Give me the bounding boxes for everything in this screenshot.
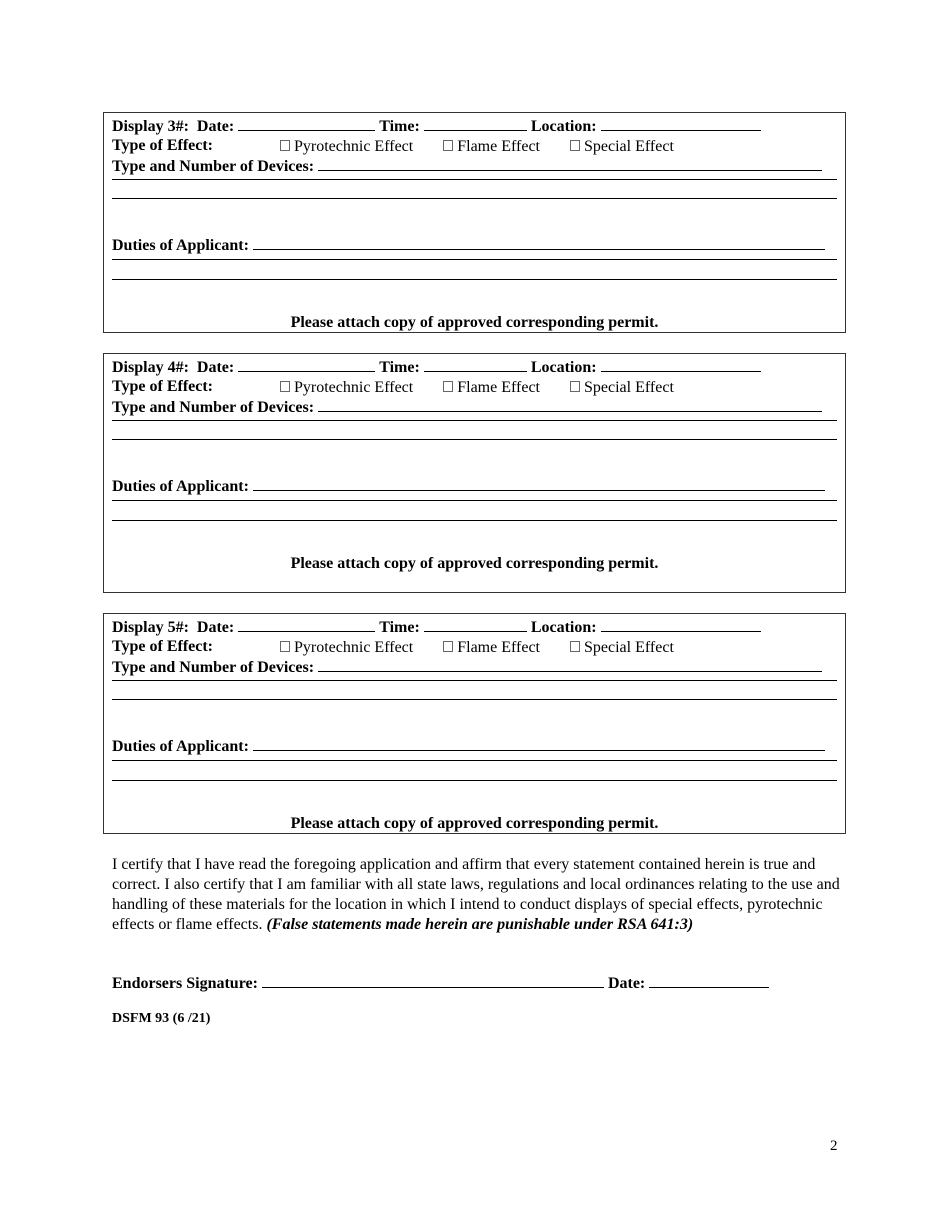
- signature-field[interactable]: [262, 973, 604, 988]
- pyrotechnic-checkbox[interactable]: [280, 381, 290, 392]
- devices-label: Type and Number of Devices:: [112, 399, 315, 416]
- location-label: Location:: [530, 359, 597, 376]
- special-checkbox[interactable]: [570, 641, 580, 652]
- display-3-label: Display 3#:: [112, 118, 189, 135]
- display-5-effect-options: [280, 638, 700, 658]
- devices-line-2[interactable]: [112, 439, 837, 440]
- display-3-section: [103, 112, 846, 333]
- display-3-devices-row: [112, 156, 822, 177]
- signature-label: Endorsers Signature:: [112, 975, 258, 992]
- pyrotechnic-checkbox[interactable]: [280, 140, 290, 151]
- flame-checkbox[interactable]: [443, 381, 453, 392]
- display-4-time-field[interactable]: [424, 357, 527, 372]
- permit-note: Please attach copy of approved corresponding permit.: [290, 555, 659, 572]
- time-label: Time:: [379, 619, 420, 636]
- devices-line-1[interactable]: [112, 420, 837, 421]
- display-4-devices-field[interactable]: [318, 397, 822, 412]
- display-3-devices-field[interactable]: [318, 156, 822, 171]
- display-4-effect-options: [280, 378, 700, 398]
- display-4-location-field[interactable]: [601, 357, 761, 372]
- permit-note: Please attach copy of approved corresponding permit.: [290, 314, 659, 331]
- display-3-duties-field[interactable]: [253, 235, 825, 250]
- special-checkbox[interactable]: [570, 140, 580, 151]
- pyrotechnic-checkbox[interactable]: [280, 641, 290, 652]
- permit-note: Please attach copy of approved corresponding permit.: [290, 815, 659, 832]
- devices-line-1[interactable]: [112, 179, 837, 180]
- flame-label: Flame Effect: [457, 138, 540, 155]
- type-of-effect-label: Type of Effect:: [112, 137, 213, 154]
- duties-line-1[interactable]: [112, 500, 837, 501]
- location-label: Location:: [530, 619, 597, 636]
- location-label: Location:: [530, 118, 597, 135]
- display-3-effect-options: [280, 137, 700, 157]
- devices-line-1[interactable]: [112, 680, 837, 681]
- signature-row: [112, 973, 769, 994]
- pyrotechnic-label: Pyrotechnic Effect: [294, 379, 414, 396]
- display-4-label: Display 4#:: [112, 359, 189, 376]
- display-3-header-row: [112, 116, 761, 137]
- display-4-section: [103, 353, 846, 593]
- time-label: Time:: [379, 359, 420, 376]
- duties-line-2[interactable]: [112, 780, 837, 781]
- duties-line-1[interactable]: [112, 760, 837, 761]
- devices-line-2[interactable]: [112, 699, 837, 700]
- duties-label: Duties of Applicant:: [112, 738, 249, 755]
- pyrotechnic-label: Pyrotechnic Effect: [294, 138, 414, 155]
- devices-label: Type and Number of Devices:: [112, 659, 315, 676]
- flame-label: Flame Effect: [457, 639, 540, 656]
- display-4-header-row: [112, 357, 761, 378]
- date-label: Date:: [196, 359, 235, 376]
- devices-label: Type and Number of Devices:: [112, 158, 315, 175]
- certification-statement: [112, 855, 842, 935]
- flame-checkbox[interactable]: [443, 641, 453, 652]
- display-3-location-field[interactable]: [601, 116, 761, 131]
- display-3-duties-row: [112, 235, 825, 256]
- display-4-duties-row: [112, 476, 825, 497]
- display-5-devices-field[interactable]: [318, 657, 822, 672]
- duties-line-2[interactable]: [112, 279, 837, 280]
- special-checkbox[interactable]: [570, 381, 580, 392]
- display-4-date-field[interactable]: [238, 357, 375, 372]
- display-5-duties-row: [112, 736, 825, 757]
- display-5-date-field[interactable]: [238, 617, 375, 632]
- duties-label: Duties of Applicant:: [112, 237, 249, 254]
- flame-checkbox[interactable]: [443, 140, 453, 151]
- page-number: 2: [830, 1138, 838, 1154]
- display-4-devices-row: [112, 397, 822, 418]
- special-label: Special Effect: [584, 379, 674, 396]
- display-5-devices-row: [112, 657, 822, 678]
- display-5-duties-field[interactable]: [253, 736, 825, 751]
- signature-date-label: Date:: [607, 975, 646, 992]
- display-5-header-row: [112, 617, 761, 638]
- special-label: Special Effect: [584, 639, 674, 656]
- special-label: Special Effect: [584, 138, 674, 155]
- devices-line-2[interactable]: [112, 198, 837, 199]
- type-of-effect-label: Type of Effect:: [112, 638, 213, 655]
- duties-label: Duties of Applicant:: [112, 478, 249, 495]
- display-5-section: [103, 613, 846, 834]
- flame-label: Flame Effect: [457, 379, 540, 396]
- display-5-location-field[interactable]: [601, 617, 761, 632]
- duties-line-1[interactable]: [112, 259, 837, 260]
- time-label: Time:: [379, 118, 420, 135]
- date-label: Date:: [196, 118, 235, 135]
- display-3-time-field[interactable]: [424, 116, 527, 131]
- false-statement-warning: (False statements made herein are punishable under RSA 641:3): [266, 916, 694, 933]
- display-5-label: Display 5#:: [112, 619, 189, 636]
- duties-line-2[interactable]: [112, 520, 837, 521]
- signature-date-field[interactable]: [649, 973, 769, 988]
- type-of-effect-label: Type of Effect:: [112, 378, 213, 395]
- display-3-date-field[interactable]: [238, 116, 375, 131]
- pyrotechnic-label: Pyrotechnic Effect: [294, 639, 414, 656]
- certification-text: I certify that I have read the foregoing application and affirm that every statement contained herein is true and correct. I also certify that I am familiar with all state laws, regulations and local ordinances relating to the use and handling of these materials for the location in which I intend to conduct displays of special effects, pyrotechnic effects or flame effects.: [112, 856, 840, 933]
- date-label: Date:: [196, 619, 235, 636]
- display-4-duties-field[interactable]: [253, 476, 825, 491]
- display-5-time-field[interactable]: [424, 617, 527, 632]
- form-id: DSFM 93 (6 /21): [112, 1011, 211, 1026]
